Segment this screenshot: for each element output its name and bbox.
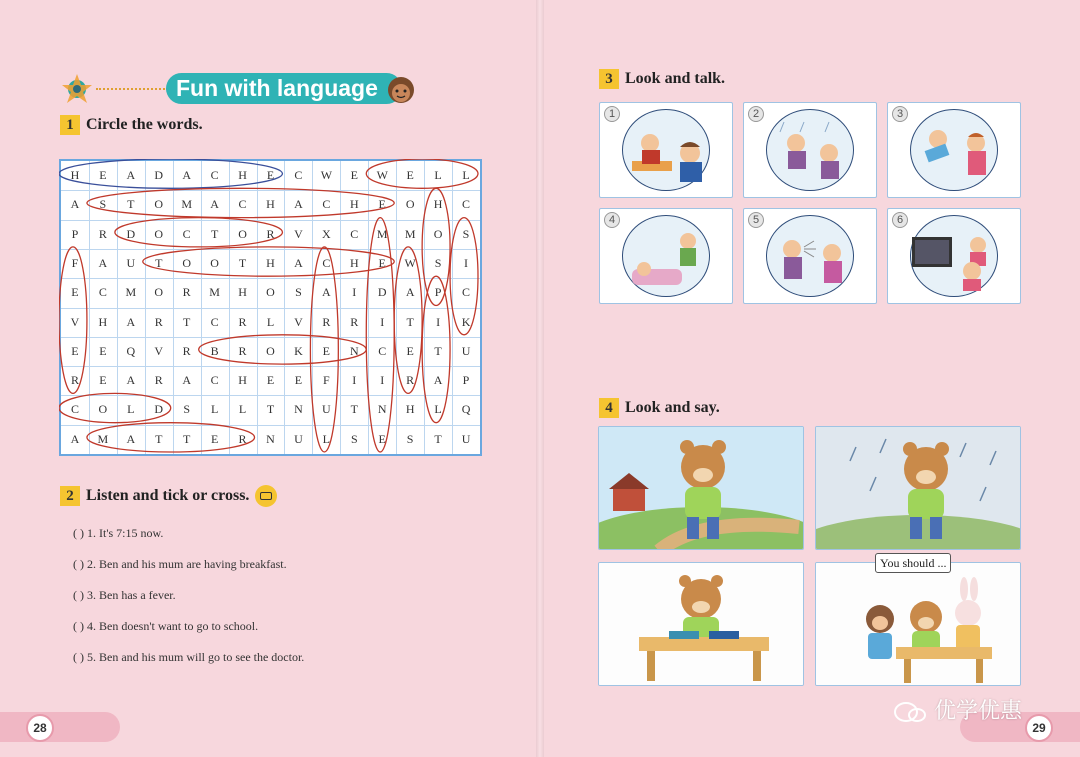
grid-letter: N <box>349 343 359 358</box>
boys-in-rain-illustration <box>774 117 854 187</box>
story-panel-2 <box>815 426 1021 550</box>
grid-letter: A <box>98 255 108 270</box>
grid-letter: F <box>71 255 79 270</box>
section2-number: 2 <box>60 486 80 506</box>
story-panel-1 <box>598 426 804 550</box>
grid-letter: D <box>377 285 387 300</box>
grid-letter: A <box>182 168 192 182</box>
grid-letter: D <box>154 402 164 417</box>
grid-letter: D <box>126 226 136 241</box>
grid-letter: D <box>154 168 164 182</box>
cassette-icon <box>255 485 277 507</box>
grid-letter: T <box>155 431 163 446</box>
grid-letter: E <box>99 168 107 182</box>
grid-letter: A <box>210 197 219 212</box>
grid-letter: R <box>154 314 163 329</box>
picture-2-number: 2 <box>748 106 764 122</box>
grid-letter: C <box>210 168 219 182</box>
grid-letter: E <box>406 343 414 358</box>
grid-letter: A <box>182 373 192 388</box>
grid-letter: C <box>182 226 191 241</box>
grid-letter: H <box>349 197 359 212</box>
story-panel-4 <box>815 562 1021 686</box>
grid-letter: R <box>154 373 163 388</box>
grid-letter: P <box>434 285 442 300</box>
grid-letter: E <box>99 373 107 388</box>
grid-letter: H <box>238 373 247 388</box>
page-number-left: 28 <box>26 714 54 742</box>
bear-in-rain-illustration <box>816 427 1021 550</box>
grid-letter: A <box>126 373 136 388</box>
grid-letter: F <box>323 373 330 388</box>
grid-letter: C <box>238 197 247 212</box>
grid-letter: T <box>127 197 135 212</box>
grid-letter: S <box>462 226 470 241</box>
grid-letter: M <box>404 226 416 241</box>
watermark <box>893 694 1022 725</box>
grid-letter: R <box>266 226 275 241</box>
grid-letter: O <box>98 402 108 417</box>
grid-letter: R <box>238 314 247 329</box>
grid-letter: R <box>238 343 247 358</box>
section1-heading <box>60 114 203 136</box>
picture-1-number: 1 <box>604 106 620 122</box>
section4-title: Look and say. <box>625 399 720 416</box>
grid-letter: E <box>71 343 79 358</box>
section3-number: 3 <box>599 69 619 89</box>
grid-letter: A <box>126 314 136 329</box>
grid-letter: S <box>295 285 302 300</box>
picture-5 <box>743 208 877 304</box>
grid-letter: K <box>461 314 471 329</box>
grid-letter: T <box>238 255 247 270</box>
grid-letter: O <box>238 226 247 241</box>
grid-letter: H <box>266 255 275 270</box>
grid-letter: O <box>266 285 275 300</box>
tick-item-2: ( ) 2. Ben and his mum are having breakfast. <box>73 557 287 571</box>
grid-letter: A <box>433 373 443 388</box>
grid-letter: B <box>210 343 219 358</box>
grid-letter: I <box>352 285 357 300</box>
grid-letter: L <box>266 314 275 329</box>
grid-letter: A <box>405 285 415 300</box>
grid-letter: O <box>433 226 443 241</box>
grid-letter: H <box>238 168 247 182</box>
picture-2 <box>743 102 877 198</box>
grid-letter: K <box>294 343 303 358</box>
grid-letter: E <box>294 373 303 388</box>
section-banner <box>60 68 378 108</box>
banner-dotted-line <box>96 88 168 90</box>
grid-letter: X <box>322 226 331 241</box>
grid-letter: O <box>154 226 164 241</box>
grid-letter: L <box>462 168 470 182</box>
grid-letter: P <box>462 373 470 388</box>
story-panel-3 <box>598 562 804 686</box>
grid-letter: H <box>98 314 108 329</box>
grid-letter: S <box>183 402 191 417</box>
grid-letter: C <box>462 197 471 212</box>
grid-letter: E <box>322 343 331 358</box>
grid-letter: T <box>183 431 191 446</box>
grid-letter: A <box>322 285 331 300</box>
grid-letter: M <box>125 285 137 300</box>
boy-sneezing-illustration <box>774 223 854 293</box>
grid-letter: H <box>70 168 80 182</box>
grid-letter: C <box>322 255 331 270</box>
picture-6 <box>887 208 1021 304</box>
grid-letter: L <box>127 402 135 417</box>
grid-letter: O <box>182 255 192 270</box>
boy-eating-illustration <box>630 117 710 187</box>
grid-letter: T <box>266 402 275 417</box>
grid-letter: C <box>210 373 219 388</box>
picture-4-number: 4 <box>604 212 620 228</box>
bear-walking-sunny-illustration <box>599 427 804 550</box>
grid-letter: E <box>210 431 219 446</box>
grid-letter: I <box>380 373 385 388</box>
page-number-right: 29 <box>1025 714 1053 742</box>
grid-letter: C <box>322 197 331 212</box>
grid-letter: E <box>378 197 386 212</box>
grid-letter: R <box>406 373 415 388</box>
grid-letter: Q <box>126 343 136 358</box>
grid-letter: E <box>266 168 275 182</box>
friends-advising-bear-illustration <box>816 563 1021 686</box>
grid-letter: E <box>378 431 386 446</box>
grid-letter: T <box>183 314 191 329</box>
grid-letter: E <box>350 168 358 182</box>
grid-letter: E <box>266 373 275 388</box>
page-stripe-left <box>0 712 120 742</box>
grid-letter: A <box>294 255 303 270</box>
grid-letter: E <box>378 255 386 270</box>
grid-letter: S <box>434 255 442 270</box>
grid-letter: I <box>464 255 469 270</box>
grid-letter: C <box>378 343 387 358</box>
picture-6-number: 6 <box>892 212 908 228</box>
grid-letter: I <box>436 314 441 329</box>
grid-letter: C <box>98 285 107 300</box>
picture-3 <box>887 102 1021 198</box>
grid-letter: A <box>70 197 80 212</box>
tick-item-5: ( ) 5. Ben and his mum will go to see the doctor. <box>73 650 305 664</box>
grid-letter: H <box>349 255 359 270</box>
grid-letter: E <box>406 168 414 182</box>
watermark-text: 优学优惠 <box>934 699 1023 724</box>
grid-letter: M <box>181 197 193 212</box>
section2-title: Listen and tick or cross. <box>86 487 250 504</box>
grid-letter: A <box>294 197 303 212</box>
bear-at-desk-illustration <box>599 563 804 686</box>
grid-letter: E <box>99 343 107 358</box>
grid-letter: H <box>405 402 415 417</box>
grid-letter: M <box>376 226 388 241</box>
banner-title: Fun with language <box>166 73 402 104</box>
grid-letter: N <box>294 402 303 417</box>
grid-letter: V <box>154 343 164 358</box>
grid-letter: U <box>461 431 471 446</box>
speech-bubble-text: You should ... <box>875 553 951 573</box>
grid-letter: W <box>320 168 333 182</box>
grid-letter: R <box>70 373 79 388</box>
grid-letter: U <box>294 431 303 446</box>
grid-letter: T <box>155 255 163 270</box>
grid-letter: M <box>97 431 109 446</box>
grid-letter: C <box>462 285 471 300</box>
grid-letter: W <box>376 168 388 182</box>
grid-letter: O <box>154 285 164 300</box>
grid-letter: H <box>238 285 247 300</box>
grid-letter: A <box>126 431 136 446</box>
pinwheel-icon <box>60 72 94 106</box>
grid-letter: L <box>238 402 247 417</box>
picture-5-number: 5 <box>748 212 764 228</box>
grid-letter: S <box>99 197 107 212</box>
grid-letter: C <box>294 168 303 182</box>
grid-letter: H <box>433 197 443 212</box>
grid-letter: S <box>406 431 414 446</box>
boy-watching-tv-illustration <box>910 223 1000 293</box>
child-face-icon <box>384 72 418 106</box>
boy-slipping-illustration <box>918 117 998 187</box>
grid-letter: R <box>350 314 359 329</box>
picture-4 <box>599 208 733 304</box>
grid-letter: L <box>210 402 219 417</box>
word-search-grid <box>59 159 482 456</box>
grid-letter: R <box>98 226 107 241</box>
picture-3-number: 3 <box>892 106 908 122</box>
section2-heading <box>60 485 277 507</box>
grid-letter: U <box>126 255 136 270</box>
section4-number: 4 <box>599 398 619 418</box>
grid-letter: O <box>266 343 275 358</box>
grid-letter: T <box>350 402 358 417</box>
tick-item-4: ( ) 4. Ben doesn't want to go to school. <box>73 619 259 633</box>
grid-letter: Q <box>461 402 471 417</box>
section4-heading <box>599 397 720 419</box>
grid-letter: V <box>294 314 303 329</box>
grid-letter: L <box>322 431 331 446</box>
grid-letter: S <box>350 431 358 446</box>
boy-in-bed-illustration <box>630 223 710 293</box>
grid-letter: L <box>434 168 442 182</box>
grid-letter: U <box>461 343 471 358</box>
grid-letter: T <box>210 226 219 241</box>
grid-letter: W <box>404 255 416 270</box>
grid-letter: V <box>294 226 303 241</box>
right-page <box>540 0 1080 757</box>
wechat-icon <box>893 701 927 723</box>
grid-letter: C <box>350 226 359 241</box>
grid-letter: H <box>266 197 275 212</box>
grid-letter: P <box>71 226 79 241</box>
grid-letter: R <box>182 343 191 358</box>
grid-letter: A <box>70 431 80 446</box>
section1-number: 1 <box>60 115 80 135</box>
grid-letter: V <box>70 314 80 329</box>
section3-heading <box>599 68 725 90</box>
grid-letter: R <box>182 285 191 300</box>
section3-title: Look and talk. <box>625 70 726 87</box>
grid-letter: E <box>71 285 79 300</box>
grid-letter: O <box>405 197 415 212</box>
grid-letter: T <box>434 343 442 358</box>
section1-title: Circle the words. <box>86 116 203 133</box>
grid-letter: O <box>154 197 164 212</box>
grid-letter: T <box>406 314 414 329</box>
grid-letter: M <box>209 285 220 300</box>
tick-item-3: ( ) 3. Ben has a fever. <box>73 588 176 602</box>
grid-letter: C <box>210 314 219 329</box>
tick-item-1: ( ) 1. It's 7:15 now. <box>73 526 164 540</box>
grid-letter: I <box>352 373 357 388</box>
grid-letter: R <box>238 431 247 446</box>
picture-1 <box>599 102 733 198</box>
grid-letter: R <box>322 314 331 329</box>
grid-letter: T <box>434 431 442 446</box>
grid-letter: L <box>434 402 442 417</box>
grid-letter: N <box>266 431 275 446</box>
grid-letter: I <box>380 314 385 329</box>
grid-letter: O <box>210 255 219 270</box>
grid-letter: N <box>377 402 387 417</box>
grid-letter: U <box>322 402 331 417</box>
grid-letter: C <box>70 402 79 417</box>
grid-letter: A <box>126 168 136 182</box>
